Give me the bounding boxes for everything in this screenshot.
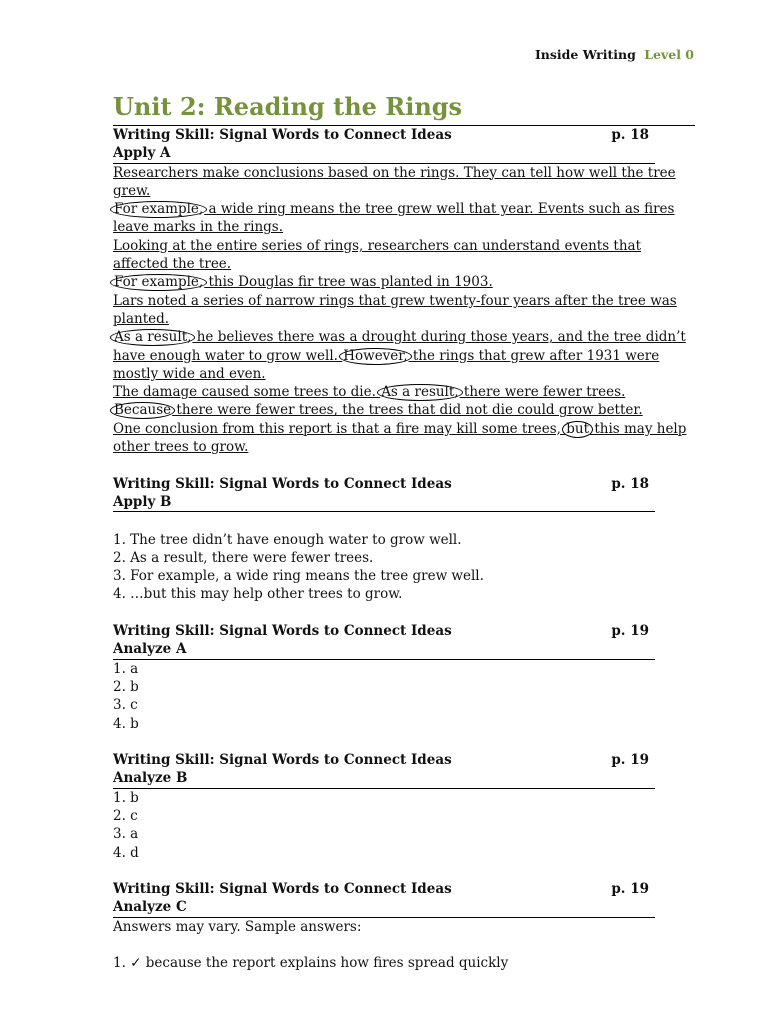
exercise-label: Analyze A: [113, 640, 655, 659]
page-reference: p. 19: [611, 623, 649, 640]
section-heading: [113, 622, 695, 640]
paragraph-text: the rings that grew after 1931 were mostly wide and even.: [113, 347, 660, 382]
section-heading: [113, 475, 695, 493]
skill-title: Writing Skill: Signal Words to Connect Ideas: [113, 623, 452, 640]
circled-signal-word: As a result,: [110, 329, 195, 346]
circled-signal-word: but: [562, 421, 593, 438]
answer-list: [113, 954, 695, 972]
paragraph-text: Looking at the entire series of rings, researchers can understand events that affected the tree.: [113, 237, 642, 273]
paragraph-text: this Douglas fir tree was planted in 1903.: [204, 274, 493, 291]
page-reference: p. 18: [611, 475, 649, 492]
paragraph-text: Lars noted a series of narrow rings that grew twenty-four years after the tree was planted.: [113, 292, 677, 327]
answer-list: [113, 789, 695, 862]
list-item: 4. b: [113, 715, 139, 732]
list-item: 2. b: [113, 678, 139, 695]
paragraph: [113, 164, 695, 201]
running-header: [535, 47, 694, 62]
exercise-label: Apply A: [113, 144, 655, 163]
section-heading: [113, 880, 695, 898]
section-heading: [113, 125, 695, 144]
paragraph: [113, 237, 695, 274]
list-item: 1. a: [113, 660, 139, 677]
paragraph-text: this may help other trees to grow.: [113, 420, 687, 456]
list-item: 3. For example, a wide ring means the tree grew well.: [113, 568, 484, 585]
list-item: 3. a: [113, 826, 139, 843]
list-item: 1. The tree didn’t have enough water to grow well.: [113, 531, 462, 548]
answer-list: [113, 531, 695, 604]
paragraph-text: a wide ring means the tree grew well that year. Events such as fires leave marks in the rings.: [113, 201, 675, 236]
paragraph-text: One conclusion from this report is that a fire may kill some trees,: [113, 420, 566, 437]
skill-title: Writing Skill: Signal Words to Connect Ideas: [113, 752, 452, 769]
paragraph: [113, 292, 695, 329]
skill-title: Writing Skill: Signal Words to Connect Ideas: [113, 127, 452, 143]
paragraph: [113, 328, 695, 383]
paragraph: [113, 420, 695, 457]
list-item: 1. b: [113, 789, 139, 806]
exercise-label: Analyze B: [113, 769, 655, 788]
list-item: 2. As a result, there were fewer trees.: [113, 549, 374, 566]
circled-signal-word: However,: [339, 348, 411, 365]
exercise-label: Analyze C: [113, 898, 655, 917]
paragraph-text: there were fewer trees.: [459, 384, 626, 401]
answer-list: [113, 660, 695, 733]
list-item: 2. c: [113, 807, 138, 824]
page-reference: p. 19: [611, 752, 649, 769]
answer-key-content: [113, 125, 695, 973]
paragraph-text: he believes there was a drought during those years, and the tree didn’t have enough water to grow well.: [113, 329, 686, 364]
paragraph-text: The damage caused some trees to die.: [113, 384, 381, 401]
apply-a-paragraphs: [113, 164, 695, 457]
paragraph: [113, 273, 695, 291]
answers-intro: Answers may vary. Sample answers:: [113, 918, 362, 935]
page-reference: p. 18: [611, 127, 649, 143]
paragraph-text: Researchers make conclusions based on the rings. They can tell how well the tree grew.: [113, 164, 676, 199]
circled-signal-word: As a result,: [377, 384, 462, 401]
skill-title: Writing Skill: Signal Words to Connect Ideas: [113, 475, 452, 492]
list-item: 4. …but this may help other trees to grow.: [113, 586, 403, 603]
circled-signal-word: For example,: [110, 274, 207, 291]
exercise-label: Apply B: [113, 493, 655, 512]
list-item: 3. c: [113, 697, 138, 714]
paragraph: [113, 383, 695, 401]
unit-title: Unit 2: Reading the Rings: [113, 92, 463, 121]
level-label: Level 0: [644, 47, 694, 62]
section-heading: [113, 751, 695, 769]
paragraph: [113, 200, 695, 237]
list-item: 1. ✓ because the report explains how fires spread quickly: [113, 955, 509, 972]
circled-signal-word: For example,: [110, 201, 207, 218]
paragraph-text: there were fewer trees, the trees that did not die could grow better.: [172, 402, 643, 419]
circled-signal-word: Because: [110, 402, 175, 419]
book-title: Inside Writing: [534, 47, 636, 62]
list-item: 4. d: [113, 844, 139, 861]
skill-title: Writing Skill: Signal Words to Connect Ideas: [113, 881, 452, 898]
page-reference: p. 19: [611, 881, 649, 898]
paragraph: [113, 401, 695, 419]
